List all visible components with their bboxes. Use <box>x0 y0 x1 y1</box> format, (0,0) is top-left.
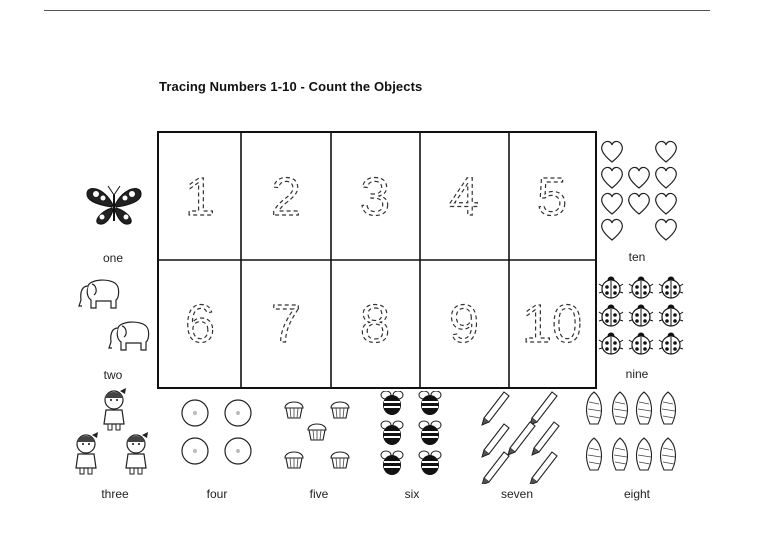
trace-number: 3 <box>359 167 391 227</box>
cupcake-icon <box>282 396 354 478</box>
tracing-grid <box>157 131 597 389</box>
label-two: two <box>103 368 123 382</box>
girl-icon <box>72 384 156 476</box>
label-three: three <box>101 487 129 501</box>
trace-number: 6 <box>184 294 216 354</box>
worksheet-title: Tracing Numbers 1-10 - Count the Objects <box>159 79 423 94</box>
pencil-icon <box>476 390 560 484</box>
butterfly-icon <box>84 183 144 227</box>
trace-number: 9 <box>448 294 480 354</box>
orange-icon <box>178 398 258 468</box>
trace-number: 7 <box>270 294 302 354</box>
trace-number: 5 <box>536 167 568 227</box>
label-one: one <box>102 251 124 265</box>
bee-icon <box>378 391 448 481</box>
label-four: four <box>206 487 228 501</box>
shell-icon <box>582 388 682 474</box>
ladybug-icon <box>598 276 688 360</box>
label-five: five <box>309 487 329 501</box>
trace-number: 4 <box>448 167 480 227</box>
elephant-icon <box>74 276 122 310</box>
label-seven: seven <box>500 487 534 501</box>
label-ten: ten <box>628 250 646 264</box>
trace-number: 8 <box>359 294 391 354</box>
trace-number: 2 <box>270 167 302 227</box>
label-six: six <box>404 487 420 501</box>
heart-icon <box>598 140 684 246</box>
top-rule <box>44 10 710 11</box>
elephant-icon <box>104 318 152 352</box>
label-nine: nine <box>625 367 649 381</box>
trace-number: 10 <box>521 294 583 354</box>
tracing-grid-svg <box>159 133 595 387</box>
trace-number: 1 <box>184 167 216 227</box>
label-eight: eight <box>623 487 651 501</box>
